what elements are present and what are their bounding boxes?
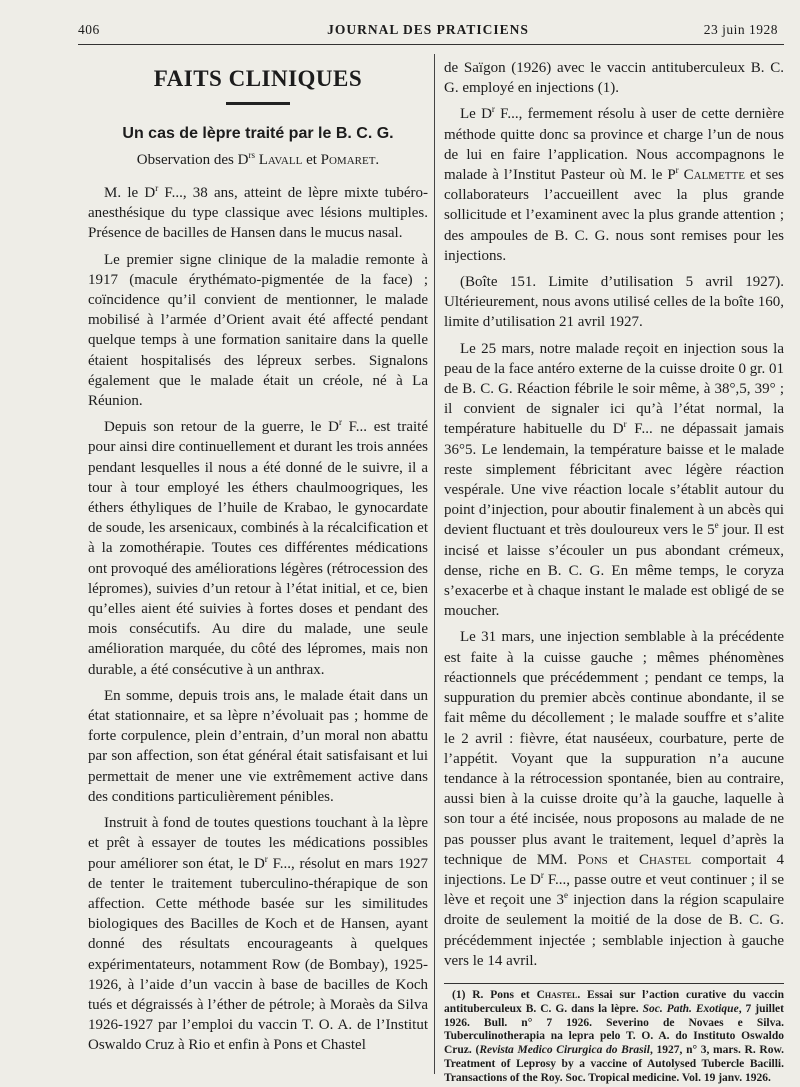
paragraph-r1 [444,104,784,266]
paragraph-5 [88,813,428,1055]
issue-date: 23 juin 1928 [703,22,778,37]
paragraph-4: En somme, depuis trois ans, le malade était dans un état stationnaire, et sa lèpre n’évoluait pas ; homme de forte corpulence, plein d’entrain, d’un moral non abattu par son affection, son état général était satisfaisant et lui permettait de mener une vie extrêmement active dans des conditions particulièrement pénibles. [88,687,428,805]
name-chastel: Chastel [536,988,578,1001]
text-span: F..., fermement résolu à user de cette dernière méthode quitte donc sa province et charge l’un de nous de lui en faire l’application. Nous accompagnons le malade à l’Institut Pasteur où M. le P [444,106,785,184]
paragraph-r3 [444,339,784,622]
sup-e: e [714,520,719,531]
paragraph-3 [88,417,428,680]
text-span: Le 25 mars, notre malade reçoit en injection sous la peau de la face antéro externe de la cuisse droite 0 gr. 01 de B. C. G. Réaction fébrile le soir même, à 38°,5, 39° ; il convient de signaler ici qu’à l’état normal, la température habituelle du D [444,340,784,438]
text-span: Le 31 mars, une injection semblable à la précédente est faite à la cuisse gauche ; mêmes phénomènes réactionnels que précédemment ; pendant ce temps, la suppuration du premier abcès continue abondante, il se fait même du décollement ; le malade souffre et s’alite le 2 avril : fièvre, état nauséeux, courbature, perte de l’appétit. Voyant que la suppuration n’a aucune tendance à la rétrocession spontanée, bien au contraire, aussi bien à la cuisse droite qu’à la gauche, laquelle à son tour a été incisée, nous proposons au malade de ne pas pousser plus avant le traitement, lequel d’après la technique de MM. [444,629,784,868]
sup-r: r [338,417,342,428]
sup-r: r [155,183,159,193]
name-pons: Pons [577,851,608,868]
title-rule [226,102,290,105]
name-calmette: Calmette [683,167,745,184]
text-span: et ses collaborateurs l’accueillent avec la plus grande sollicitude et l’examinent avec la plus grande attention ; des ampoules de B. C. G. nous sont remises pour les injections. [444,167,785,264]
left-column [88,56,428,1062]
right-column [444,58,784,1086]
text-span: M. le D [104,185,156,201]
sup-e: e [563,890,568,901]
text-span: F... est traité pour ainsi dire continuellement et durant les trois années pendant lesquelles il nous a été donné de le suivre, il a tour à tour employé les éthers chaulmoogriques, les éthers éthyliques de l’huile de Krabao, le gynocardate de soude, les arsenicaux, combinés à la récalcification et à la zomothérapie. Toutes ces différentes médications ont provoqué des améliorations légères (rétrocession des lépromes), suivies d’un retour à l’état initial, et ce, bien qu’elles aient été suivies à fortes doses et pendant des mois consécutifs. Au dire du malade, une seule amélioration marquée, du côté des lépromes, mais non durable, a été consécutive à un anthrax. [88,419,428,678]
footnote [444,989,784,1086]
text-span: et [607,851,639,868]
journal-name: Soc. Path. Exotique [642,1002,739,1015]
text-span: injection dans la région scapulaire droite de seulement la moitié de la dose de B. C. G. précédemment injectée ; semblable injection à gauche vers le 14 avril. [444,892,784,969]
observation-prefix: Observation des D [136,152,249,168]
text-span: F..., 38 ans, atteint de lèpre mixte tubéro-anesthésique du type classique avec lésions multiples. Présence de bacilles de Hansen dans le mucus nasal. [88,185,428,242]
page-number: 406 [78,22,100,37]
article-title: Un cas de lèpre traité par le B. C. G. [122,125,394,142]
text-span: jour. Il est incisé et laisse s’écouler un pus abondant crémeux, dense, riche en B. C. G. En même temps, le coryza s’exacerbe et à chaque instant le malade est obligé de se moucher. [444,522,784,620]
observation-sup: rs [248,150,255,160]
author-lavall: Lavall [258,152,303,168]
name-chastel: Chastel [638,851,692,868]
text-span: . Essai sur l’action curative du vaccin antituberculeux B. C. G. dans la lèpre. [444,988,784,1015]
sup-r: r [623,419,627,430]
paragraph-r0: de Saïgon (1926) avec le vaccin antituberculeux B. C. G. employé en injections (1). [444,60,784,97]
text-span: Depuis son retour de la guerre, le D [104,419,339,436]
paragraph-r4 [444,627,784,970]
sup-r: r [540,869,544,880]
column-divider [434,54,435,1074]
section-title: FAITS CLINIQUES [153,66,363,91]
sup-r: r [264,853,268,864]
sup-r: r [675,165,679,176]
text-span: , 1927, n° 3, mars. R. Row. Treatment of Leprosy by a vaccine of Autolysed Tubercle Bacilli. Transactions of the Roy. Soc. Tropical medicine. Vol. 19 janv. 1926. [444,1044,784,1084]
text-span: F..., résolut en mars 1927 de tenter le traitement tuberculino-thérapique de son affection. Cette méthode basée sur les similitudes biologiques des Bacilles de Koch et de Hansen, ayant donné des résultats encourageants à quelques expérimentateurs, notamment Row (de Bombay), 1925-1926, à l’aide d’un vaccin à base de bacilles de Koch tués et dégraissés à l’éther de pétrole; à Moraès da Silva 1926-1927 par l’emploi du vaccin T. O. A. de l’Institut Oswaldo Cruz à Rio et enfin à Pons et Chastel [88,855,428,1054]
header-rule [78,44,784,45]
text-span: Le D [460,106,492,123]
journal-title: JOURNAL DES PRATICIENS [327,22,529,37]
sup-r: r [491,104,495,115]
observation-line [88,152,428,169]
text-span: F..., passe outre et veut continuer ; il se lève et reçoit une 3 [444,871,784,909]
footnote-rule [444,983,784,984]
running-head [78,22,778,40]
paragraph-1 [88,183,428,244]
text-span: comportait 4 injections. Le D [444,851,784,888]
text-span: F... ne dépassait jamais 36°5. Le lendemain, la température baisse et le malade reste simplement fébricitant avec légère réaction vespérale. Une vive réaction locale s’établit autour du point d’injection, pour aboutir finalement à un abcès qui devient fluctuant et très douloureux vers le 5 [444,421,784,539]
journal-name: Revista Medico Cirurgica do Brasil [479,1044,650,1057]
author-pomaret: Pomaret. [320,152,380,168]
paragraph-r2: (Boîte 151. Limite d’utilisation 5 avril 1927). Ultérieurement, nous avons utilisé celles de la boîte 160, limite d’utilisation 21 avril 1927. [444,274,784,331]
text-span: (1) R. Pons et [452,988,537,1001]
text-span: , 7 juillet 1926. Bull. n° 7 1926. Severino de Novaes e Silva. Tuberculinotherapia na lepra pelo T. O. A. do Instituto Oswaldo Cruz. ( [444,1002,784,1057]
paragraph-2: Le premier signe clinique de la maladie remonte à 1917 (macule érythémato-pigmentée de la face) ; coïncidence qu’il convient de mentionner, le malade mobilisé à l’armée d’Orient avait été affecté pendant quelque temps à une formation sanitaire dans la quelle étaient hospitalisés des lépreux serbes. Signalons également que le malade était un créole, né à La Réunion. [88,251,428,410]
observation-conj: et [306,152,317,168]
text-span: Instruit à fond de toutes questions touchant à la lèpre et prêt à essayer de toutes les médications possibles pour améliorer son état, le D [88,815,428,872]
